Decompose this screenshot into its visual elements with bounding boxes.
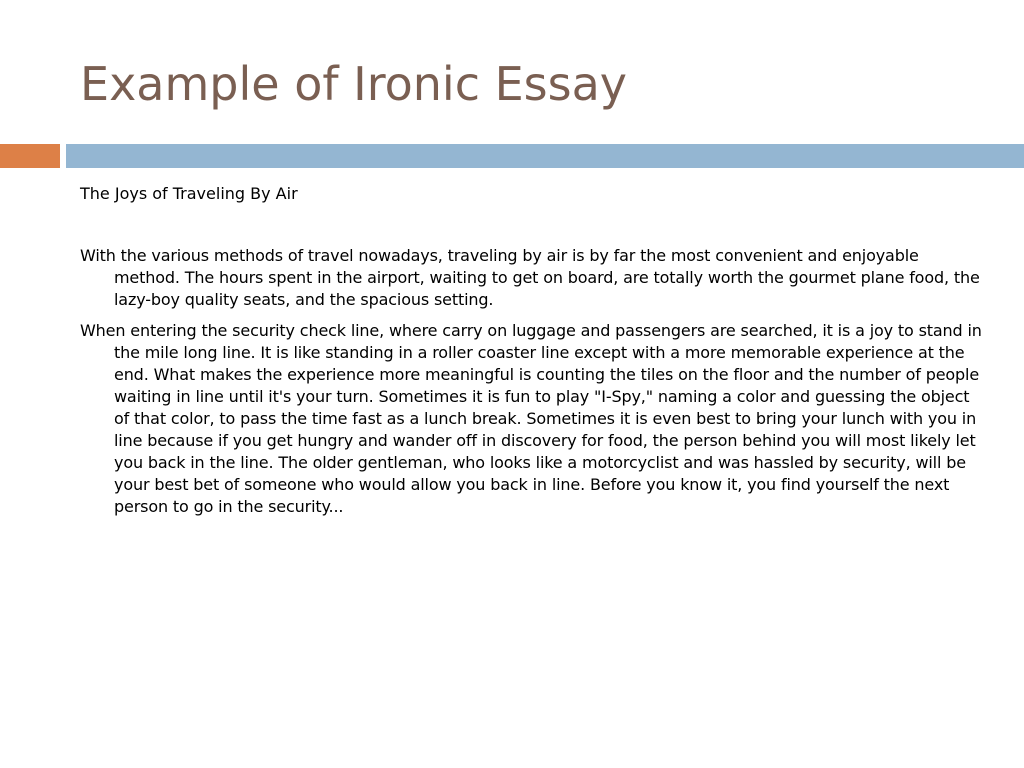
essay-heading: The Joys of Traveling By Air [80, 184, 298, 203]
slide-title: Example of Ironic Essay [80, 57, 628, 111]
essay-paragraph-1: With the various methods of travel nowadays, traveling by air is by far the most convenient and enjoyable method. The hours spent in the airport, waiting to get on board, are totally worth the gourmet plane food, the lazy-boy quality seats, and the spacious setting. [80, 246, 980, 309]
essay-paragraph-2: When entering the security check line, where carry on luggage and passengers are searched, it is a joy to stand in the mile long line. It is like standing in a roller coaster line except with a more memorable experience at the end. What makes the experience more meaningful is counting the tiles on the floor and the number of people waiting in line until it's your turn. Sometimes it is fun to play "I-Spy," naming a color and guessing the object of that color, to pass the time fast as a lunch break. Sometimes it is even best to bring your lunch with you in line because if you get hungry and wander off in discovery for food, the person behind you will most likely let you back in the line. The older gentleman, who looks like a motorcyclist and was hassled by security, will be your best bet of someone who would allow you back in line. Before you know it, you find yourself the next person to go in the security... [80, 321, 982, 516]
slide-content [80, 183, 982, 527]
accent-bar-blue [66, 144, 1024, 168]
accent-bar-orange [0, 144, 60, 168]
